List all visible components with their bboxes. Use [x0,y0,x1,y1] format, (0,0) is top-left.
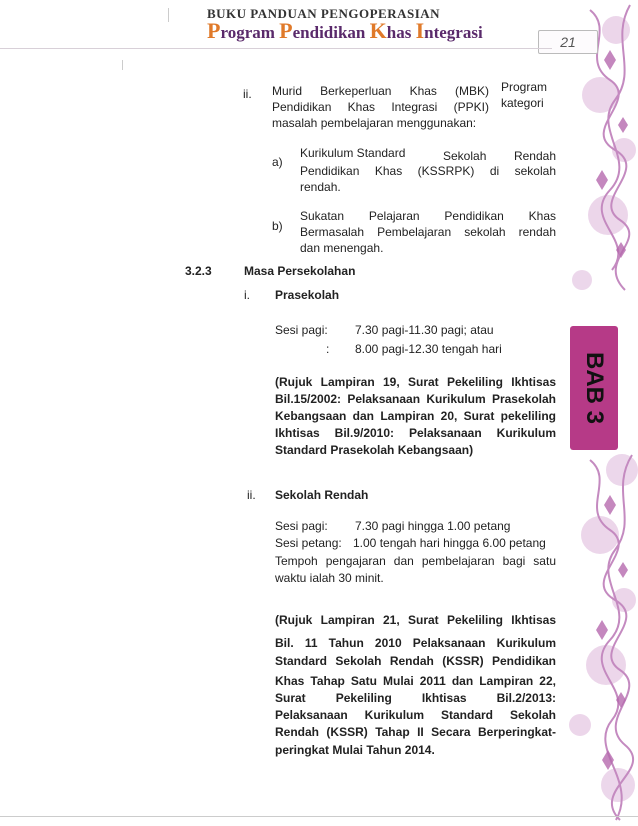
list-marker: a) [272,155,283,169]
paragraph-line: Program [501,80,548,94]
page-number: 21 [538,30,598,54]
paragraph-line: kategori [501,96,544,110]
header-rule [0,48,552,49]
reference-line: Standard Prasekolah Kebangsaan) [275,443,474,457]
paragraph-line: Pendidikan Khas Integrasi (PPKI) [272,100,489,114]
header-word-2: endidikan [292,23,370,42]
reference-line: peringkat Mulai Tahun 2014. [275,743,435,757]
subsection-title: Prasekolah [275,288,340,302]
margin-mark [168,8,169,22]
list-marker: ii. [247,488,256,502]
reference-line: Rendah (KSSR) Tahap II Secara Berperingkat- [275,725,556,739]
session-value: 7.30 pagi hingga 1.00 petang [355,519,511,533]
paragraph-line: masalah pembelajaran menggunakan: [272,116,477,130]
paragraph-line: dan menengah. [300,241,384,255]
paragraph-line: Sekolah Rendah [443,149,556,163]
reference-line: (Rujuk Lampiran 21, Surat Pekeliling Ikhtisas [275,613,556,627]
list-marker: ii. [243,87,252,101]
session-label: Sesi pagi: [275,519,328,533]
reference-line: Ikhtisas Bil.9/2010: Pelaksanaan Kurikulum [275,426,556,440]
paragraph-line: rendah. [300,180,341,194]
header-cap-2: P [279,18,293,43]
paragraph-line: Pendidikan Khas (KSSRPK) di sekolah [300,164,556,178]
reference-line: Surat Pekeliling Ikhtisas Bil.2/2013: [275,691,556,705]
reference-line: Kebangsaan dan Lampiran 20, Surat pekeliling [275,409,556,423]
header-subtitle [207,18,483,44]
list-marker: i. [244,288,250,302]
reference-line: Standard Sekolah Rendah (KSSR) Pendidikan [275,654,556,668]
header-cap-1: P [207,18,221,43]
margin-mark [122,60,123,70]
session-label: Sesi petang: [275,536,342,550]
header-word-3: has [386,23,416,42]
session-value: 7.30 pagi-11.30 pagi; atau [355,323,494,337]
reference-line: Khas Tahap Satu Mulai 2011 dan Lampiran 22, [275,674,556,688]
subsection-title: Sekolah Rendah [275,488,369,502]
paragraph-line: Tempoh pengajaran dan pembelajaran bagi satu [275,554,556,568]
header-cap-3: K [369,18,387,43]
section-number: 3.2.3 [185,264,212,278]
session-value: 1.00 tengah hari hingga 6.00 petang [353,536,546,550]
paragraph-line: Murid Berkeperluan Khas (MBK) [272,84,489,98]
reference-line: Bil. 11 Tahun 2010 Pelaksanaan Kurikulum [275,636,556,650]
paragraph-line: Kurikulum Standard [300,146,406,160]
session-label: Sesi pagi: [275,323,328,337]
list-marker: b) [272,219,283,233]
header-word-1: rogram [220,23,280,42]
paragraph-line: waktu ialah 30 minit. [275,571,384,585]
header-word-4: ntegrasi [424,23,483,42]
section-title: Masa Persekolahan [244,264,356,278]
paragraph-line: Bermasalah Pembelajaran sekolah rendah [300,225,556,239]
footer-rule [0,816,638,817]
chapter-tab-label: BAB 3 [581,351,608,425]
reference-line: Pelaksanaan Kurikulum Standard Sekolah [275,708,556,722]
header-title: BUKU PANDUAN PENGOPERASIAN [207,6,441,21]
reference-line: (Rujuk Lampiran 19, Surat Pekeliling Ikhtisas [275,375,556,389]
session-value: 8.00 pagi-12.30 tengah hari [355,342,502,356]
header-cap-4: I [415,18,425,43]
paragraph-line: Sukatan Pelajaran Pendidikan Khas [300,209,556,223]
chapter-tab [570,326,618,450]
reference-line: Bil.15/2002: Pelaksanaan Kurikulum Prasekolah [275,392,556,406]
session-colon: : [326,342,330,356]
